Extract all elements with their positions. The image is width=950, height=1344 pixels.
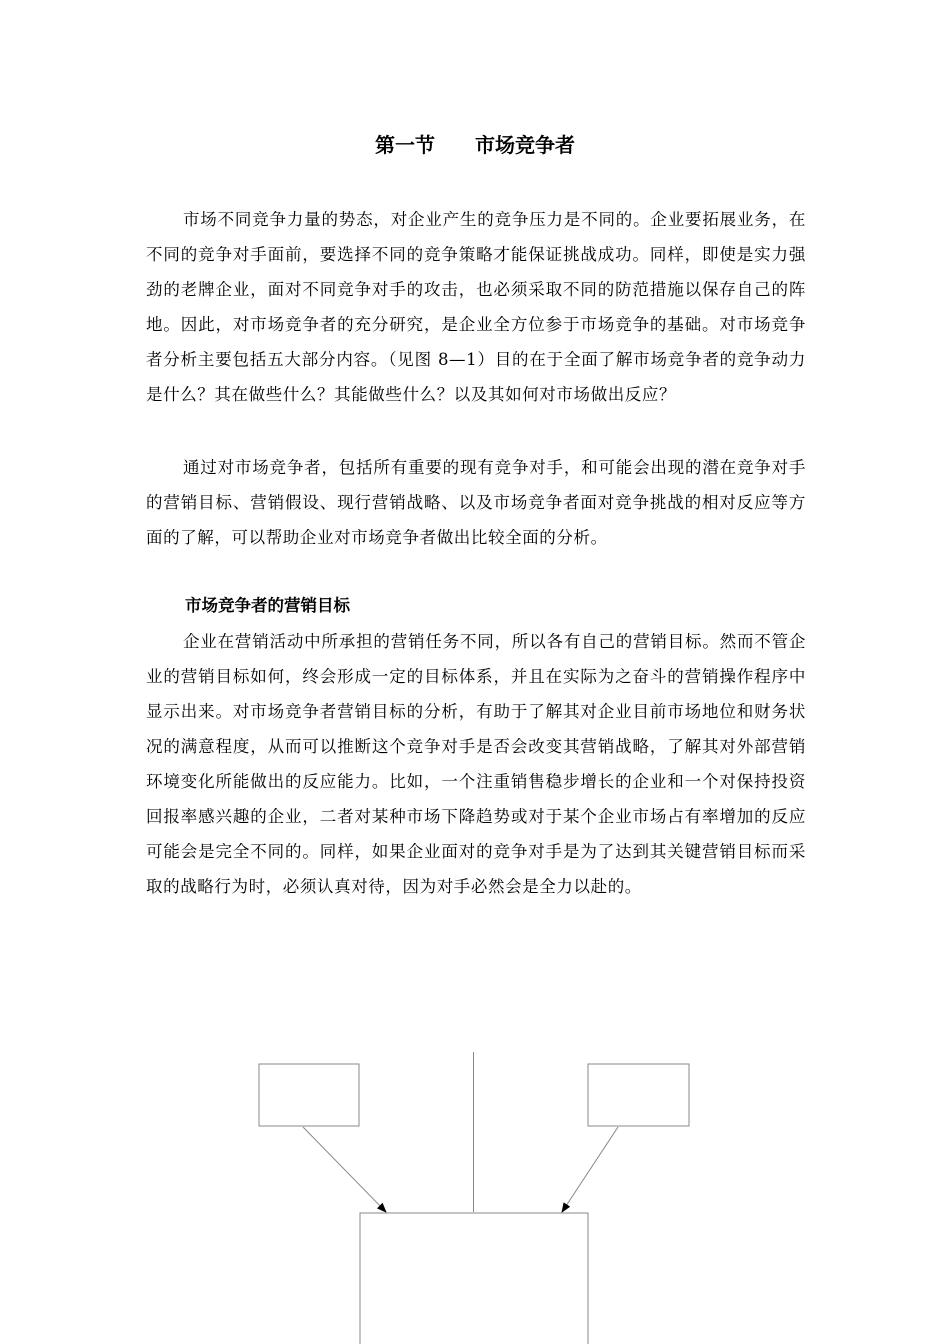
subheading-marketing-objectives: 市场竞争者的营销目标 [185, 596, 350, 615]
section-title: 第一节 市场竞争者 [375, 133, 575, 157]
diagram-arrow-left [303, 1127, 386, 1212]
diagram-box-left [259, 1064, 359, 1126]
paragraph-analysis-scope: 通过对市场竞争者，包括所有重要的现有竞争对手，和可能会出现的潜在竞争对手的营销目标、营销假设、现行营销战略、以及市场竞争者面对竞争挑战的相对反应等方面的了解，可以帮助企业对市场竞争者做出比较全面的分析。 [146, 458, 806, 547]
diagram-box-center [360, 1213, 588, 1344]
paragraph-intro: 市场不同竞争力量的势态，对企业产生的竞争压力是不同的。企业要拓展业务，在不同的竞争对手面前，要选择不同的竞争策略才能保证挑战成功。同样，即使是实力强劲的老牌企业，面对不同竞争对手的攻击，也必须采取不同的防范措施以保存自己的阵地。因此，对市场竞争者的充分研究，是企业全方位参于市场竞争的基础。对市场竞争者分析主要包括五大部分内容。（见图 8—1）目的在于全面了解市场竞争者的竞争动力是什么？其在做些什么？其能做些什么？以及其如何对市场做出反应？ [146, 210, 806, 404]
diagram-box-right [588, 1064, 689, 1126]
paragraph-marketing-objectives: 企业在营销活动中所承担的营销任务不同，所以各有自己的营销目标。然而不管企业的营销目标如何，终会形成一定的目标体系，并且在实际为之奋斗的营销操作程序中显示出来。对市场竞争者营销目标的分析，有助于了解其对企业目前市场地位和财务状况的满意程度，从而可以推断这个竞争对手是否会改变其营销战略，了解其对外部营销环境变化所能做出的反应能力。比如，一个注重销售稳步增长的企业和一个对保持投资回报率感兴趣的企业，二者对某种市场下降趋势或对于某个企业市场占有率增加的反应可能会是完全不同的。同样，如果企业面对的竞争对手是为了达到其关键营销目标而采取的战略行为时，必须认真对待，因为对手必然会是全力以赴的。 [146, 632, 806, 896]
diagram-arrow-right [562, 1127, 618, 1212]
